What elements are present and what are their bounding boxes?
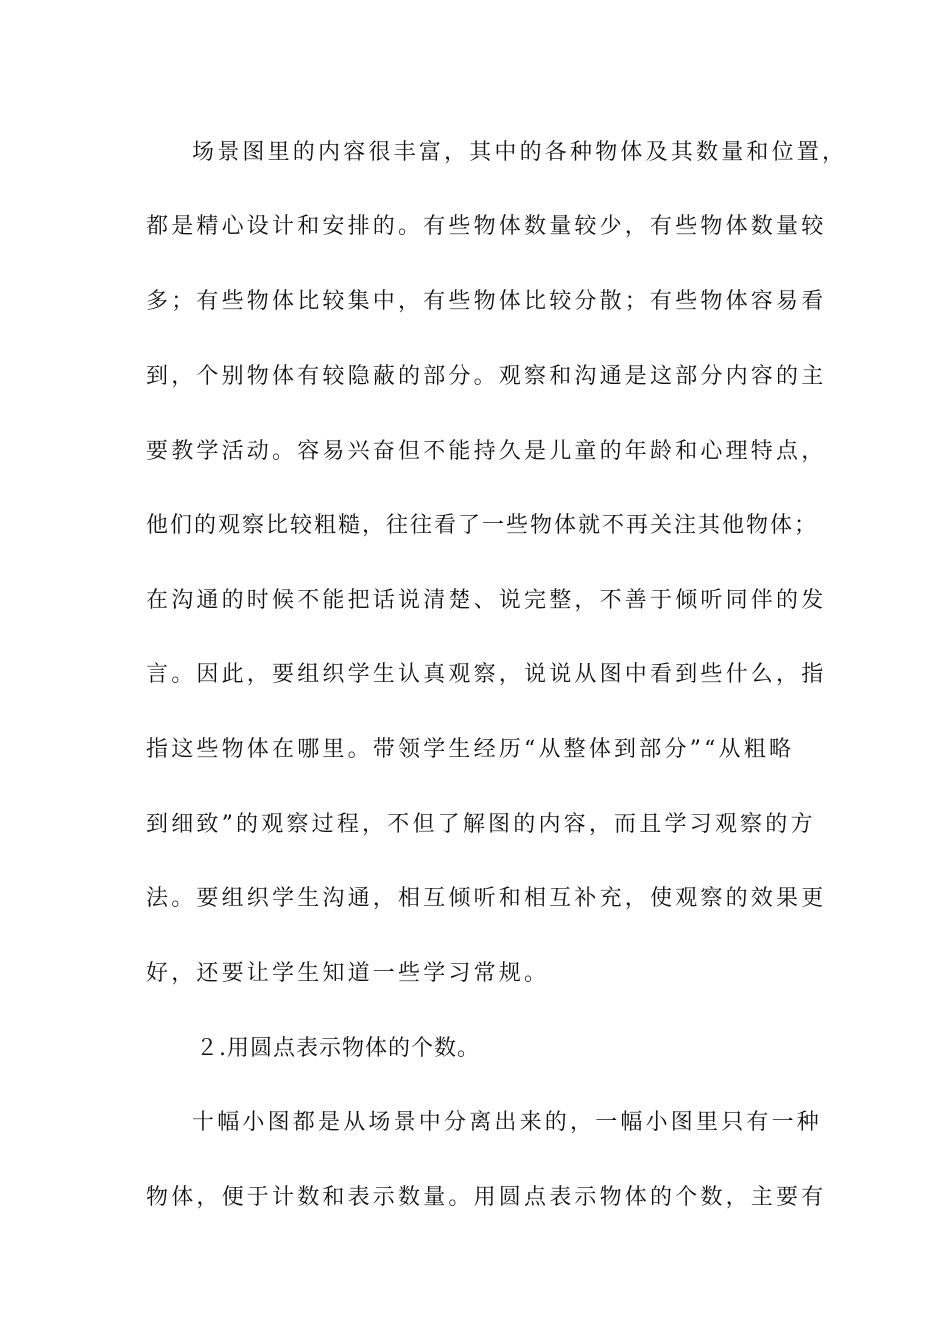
paragraph-1-line-4: 到，个别物体有较隐蔽的部分。观察和沟通是这部分内容的主 — [146, 364, 827, 389]
paragraph-1-line-3: 多；有些物体比较集中，有些物体比较分散；有些物体容易看 — [146, 289, 827, 314]
paragraph-1-line-7: 在沟通的时候不能把话说清楚、说完整，不善于倾听同伴的发 — [146, 588, 827, 613]
paragraph-2-line-1: 十幅小图都是从场景中分离出来的，一幅小图里只有一种 — [192, 1110, 823, 1135]
paragraph-1-line-8: 言。因此，要组织学生认真观察，说说从图中看到些什么，指 — [146, 662, 827, 687]
paragraph-1-line-2: 都是精心设计和安排的。有些物体数量较少，有些物体数量较 — [146, 214, 827, 239]
paragraph-1-line-5: 要教学活动。容易兴奋但不能持久是儿童的年龄和心理特点， — [146, 439, 827, 464]
paragraph-1-line-10: 到细致”的观察过程，不但了解图的内容，而且学习观察的方 — [146, 812, 816, 837]
paragraph-1-line-9: 指这些物体在哪里。带领学生经历“从整体到部分”“从粗略 — [146, 737, 795, 762]
section-heading-2: ２.用圆点表示物体的个数。 — [196, 1036, 480, 1061]
paragraph-1-line-1: 场景图里的内容很丰富，其中的各种物体及其数量和位置， — [192, 140, 848, 165]
paragraph-1-line-12: 好，还要让学生知道一些学习常规。 — [146, 961, 550, 986]
paragraph-2-line-2: 物体，便于计数和表示数量。用圆点表示物体的个数，主要有 — [146, 1185, 827, 1210]
paragraph-1-line-11: 法。要组织学生沟通，相互倾听和相互补充，使观察的效果更 — [146, 886, 827, 911]
paragraph-1-line-6: 他们的观察比较粗糙，往往看了一些物体就不再关注其他物体； — [146, 513, 819, 538]
